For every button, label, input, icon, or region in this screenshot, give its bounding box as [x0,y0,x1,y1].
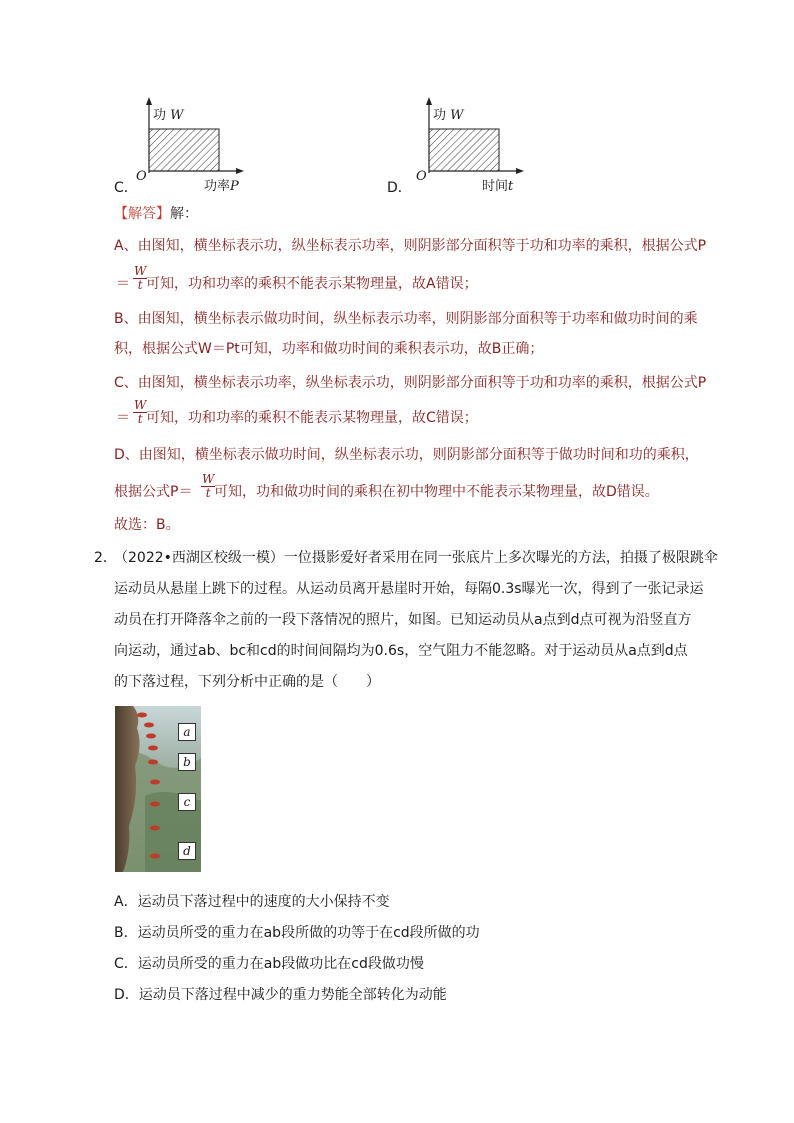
solution-header: 【解答】解： [114,206,198,222]
graph-c-x-label: 功率P [204,179,239,194]
shaded-area [149,129,219,171]
point-a-label: a [178,723,196,741]
y-axis-arrow [146,97,152,105]
point-d-label: d [178,842,196,860]
question-text-line1: （2022•西湖区校级一模）一位摄影爱好者采用在同一张底片上多次曝光的方法，拍摄了极限跳伞 [114,550,718,566]
option-d-label: D． [387,180,412,196]
skydiver-photo [115,706,201,872]
formula-power-d: W t [202,472,215,500]
graph-d-x-label: 时间t [482,179,514,194]
question-text-line5: 的下落过程，下列分析中正确的是（ ） [114,674,380,690]
option-c-label: C． [114,180,138,196]
y-axis-arrow [426,97,432,105]
point-c-label: c [178,793,196,811]
graph-c-y-label: 功 W [153,108,184,123]
option-d: D．运动员下落过程中减少的重力势能全部转化为动能 [114,987,447,1003]
question-text-line2: 运动员从悬崖上跳下的过程。从运动员离开悬崖时开始，每隔0.3s曝光一次，得到了一张记录运 [114,581,704,597]
solution-a-line2: 可知，功和功率的乘积不能表示某物理量，故A错误； [146,276,478,292]
graph-d-origin: O [416,169,427,184]
solution-d-line2: 可知，功和做功时间的乘积在初中物理中不能表示某物理量，故D错误。 [214,484,659,500]
formula-power-c: W t [134,398,147,426]
question-text-line4: 向运动，通过ab、bc和cd的时间间隔均为0.6s，空气阻力不能忽略。对于运动员从a点到d点 [114,643,688,659]
point-b-label: b [178,753,196,771]
shaded-area [429,129,499,171]
solution-d-line1: D、由图知，横坐标表示做功时间，纵坐标表示功，则阴影部分面积等于做功时间和功的乘积， [114,447,699,463]
graph-d [410,95,540,195]
question-number: 2． [94,550,117,566]
solution-c-line2: 可知，功和功率的乘积不能表示某物理量，故C错误； [146,410,478,426]
solution-a-eq: ＝ [116,276,130,292]
solution-c-eq: ＝ [116,410,130,426]
graph-c [130,95,260,195]
option-c: C．运动员所受的重力在ab段做功比在cd段做功慢 [114,956,424,972]
solution-c-line1: C、由图知，横坐标表示功率，纵坐标表示功，则阴影部分面积等于功和功率的乘积，根据公式P [114,375,707,391]
graph-c-origin: O [136,169,147,184]
question-text-line3: 动员在打开降落伞之前的一段下落情况的照片，如图。已知运动员从a点到d点可视为沿竖直方 [114,612,692,628]
solution-a-line1: A、由图知，横坐标表示功，纵坐标表示功率，则阴影部分面积等于功和功率的乘积，根据公式P [114,238,707,254]
formula-power-a: W t [134,264,147,292]
solution-answer: 故选：B。 [114,517,180,533]
graph-d-y-label: 功 W [433,108,464,123]
option-b: B．运动员所受的重力在ab段所做的功等于在cd段所做的功 [114,925,480,941]
x-axis-arrow [516,168,524,174]
solution-b-line2: 积，根据公式W＝Pt可知，功率和做功时间的乘积表示功，故B正确； [114,341,544,357]
solution-d-pre: 根据公式P＝ [114,484,193,500]
solution-b-line1: B、由图知，横坐标表示做功时间，纵坐标表示功率，则阴影部分面积等于功率和做功时间的乘 [114,311,698,327]
option-a: A．运动员下落过程中的速度的大小保持不变 [114,894,390,910]
x-axis-arrow [236,168,244,174]
